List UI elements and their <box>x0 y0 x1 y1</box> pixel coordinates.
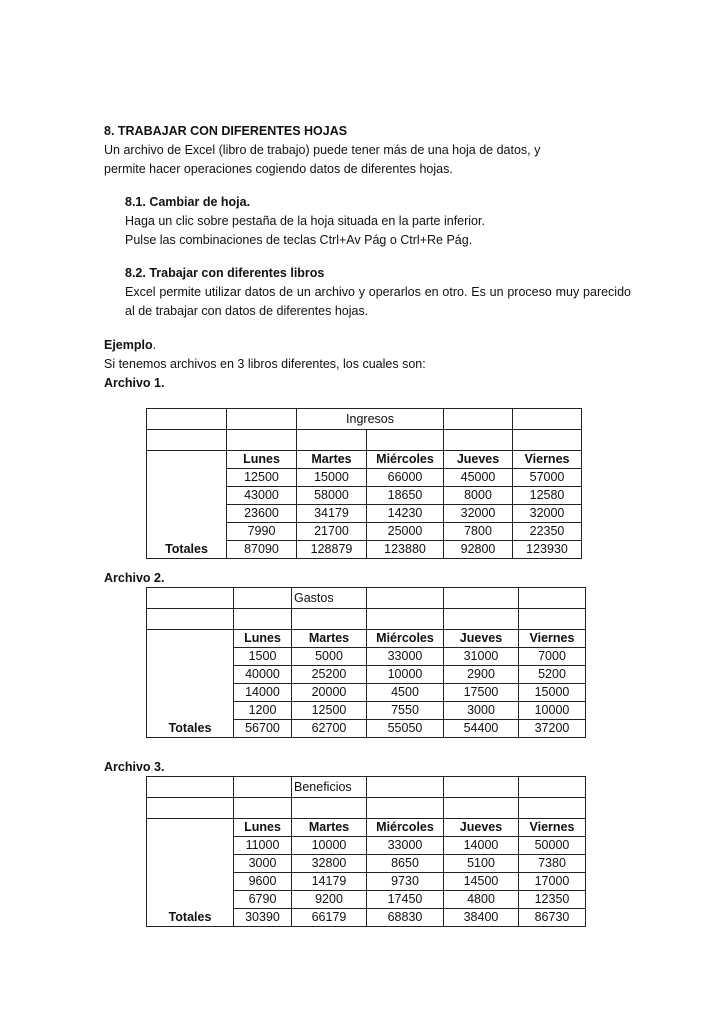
table-cell: 32800 <box>292 855 367 873</box>
table-cell: 3000 <box>444 702 519 720</box>
table-header-row <box>147 451 582 469</box>
total-cell: 123880 <box>367 541 444 559</box>
table-cell: 5100 <box>444 855 519 873</box>
table-cell: 4800 <box>444 891 519 909</box>
table-row <box>147 777 586 798</box>
table-row <box>147 409 582 430</box>
header-cell: Jueves <box>444 451 513 469</box>
table-ingresos <box>146 408 582 559</box>
total-cell: 86730 <box>519 909 586 927</box>
table-cell: 15000 <box>519 684 586 702</box>
table-cell: 5000 <box>292 648 367 666</box>
total-cell: 56700 <box>234 720 292 738</box>
table-cell: 1200 <box>234 702 292 720</box>
table-cell: 25200 <box>292 666 367 684</box>
table-cell: 6790 <box>234 891 292 909</box>
totals-row <box>147 720 586 738</box>
table-cell: 50000 <box>519 837 586 855</box>
header-cell: Miércoles <box>367 819 444 837</box>
table-cell: 15000 <box>297 469 367 487</box>
table-cell: 8650 <box>367 855 444 873</box>
total-cell: 30390 <box>234 909 292 927</box>
table-cell: 58000 <box>297 487 367 505</box>
table-beneficios <box>146 776 586 927</box>
table-cell: 10000 <box>292 837 367 855</box>
table-cell: 17500 <box>444 684 519 702</box>
table-row <box>147 798 586 819</box>
subsection-8-2-heading: 8.2. Trabajar con diferentes libros <box>125 266 325 280</box>
table-cell: 33000 <box>367 648 444 666</box>
table-cell: 7380 <box>519 855 586 873</box>
table-row <box>147 469 582 487</box>
table-cell: 14500 <box>444 873 519 891</box>
total-cell: 37200 <box>519 720 586 738</box>
total-cell: 87090 <box>227 541 297 559</box>
table-cell: 21700 <box>297 523 367 541</box>
section-intro-line-2: permite hacer operaciones cogiendo datos de diferentes hojas. <box>104 162 453 176</box>
header-cell: Viernes <box>519 819 586 837</box>
table-cell: 7990 <box>227 523 297 541</box>
table-row <box>147 609 586 630</box>
total-cell: 123930 <box>513 541 582 559</box>
table-cell: 32000 <box>513 505 582 523</box>
section-heading: 8. TRABAJAR CON DIFERENTES HOJAS <box>104 124 348 138</box>
header-cell: Martes <box>292 819 367 837</box>
table-cell: 12500 <box>292 702 367 720</box>
table-row <box>147 666 586 684</box>
table-cell: 45000 <box>444 469 513 487</box>
table-cell: 25000 <box>367 523 444 541</box>
header-cell: Martes <box>292 630 367 648</box>
table-cell: 17000 <box>519 873 586 891</box>
table-title: Gastos <box>292 588 367 609</box>
table-row <box>147 487 582 505</box>
section-8 <box>104 122 540 179</box>
totals-row <box>147 909 586 927</box>
table-row <box>147 648 586 666</box>
total-cell: 66179 <box>292 909 367 927</box>
table-cell: 5200 <box>519 666 586 684</box>
table-cell: 14000 <box>234 684 292 702</box>
table-row <box>147 855 586 873</box>
subsection-8-1-line-1: Haga un clic sobre pestaña de la hoja situada en la parte inferior. <box>125 214 485 228</box>
table-cell: 14000 <box>444 837 519 855</box>
table-row <box>147 430 582 451</box>
subsection-8-1-line-2: Pulse las combinaciones de teclas Ctrl+Av Pág o Ctrl+Re Pág. <box>125 233 473 247</box>
table-cell: 20000 <box>292 684 367 702</box>
table-cell: 9600 <box>234 873 292 891</box>
header-cell: Miércoles <box>367 630 444 648</box>
subsection-8-2-text: Excel permite utilizar datos de un archivo y operarlos en otro. Es un proceso muy parecido al de trabajar con datos de diferentes hojas. <box>125 285 631 318</box>
table-row <box>147 702 586 720</box>
file-1-label: Archivo 1. <box>104 376 165 390</box>
table-cell: 34179 <box>297 505 367 523</box>
total-cell: 62700 <box>292 720 367 738</box>
subsection-8-1 <box>125 193 631 250</box>
table-cell: 12500 <box>227 469 297 487</box>
file-3-label: Archivo 3. <box>104 760 165 774</box>
table-cell: 7800 <box>444 523 513 541</box>
subsection-8-2 <box>125 264 631 321</box>
example-intro: Si tenemos archivos en 3 libros diferentes, los cuales son: <box>104 357 426 371</box>
table-cell: 66000 <box>367 469 444 487</box>
table-cell: 33000 <box>367 837 444 855</box>
table-cell: 17450 <box>367 891 444 909</box>
example-label: Ejemplo <box>104 338 153 352</box>
table-header-row <box>147 819 586 837</box>
total-cell: 55050 <box>367 720 444 738</box>
table-cell: 14179 <box>292 873 367 891</box>
table-row <box>147 891 586 909</box>
table-cell: 8000 <box>444 487 513 505</box>
section-intro-line-1: Un archivo de Excel (libro de trabajo) puede tener más de una hoja de datos, y <box>104 143 541 157</box>
table-row <box>147 873 586 891</box>
table-cell: 18650 <box>367 487 444 505</box>
example-period: . <box>152 338 157 352</box>
header-cell: Jueves <box>444 630 519 648</box>
table-cell: 7000 <box>519 648 586 666</box>
total-cell: 54400 <box>444 720 519 738</box>
table-cell: 1500 <box>234 648 292 666</box>
table-title: Ingresos <box>297 409 444 430</box>
table-row <box>147 588 586 609</box>
table-cell: 9200 <box>292 891 367 909</box>
total-cell: 92800 <box>444 541 513 559</box>
table-cell: 9730 <box>367 873 444 891</box>
table-cell: 3000 <box>234 855 292 873</box>
header-cell: Miércoles <box>367 451 444 469</box>
table-cell: 23600 <box>227 505 297 523</box>
table-cell: 12350 <box>519 891 586 909</box>
subsection-8-1-heading: 8.1. Cambiar de hoja. <box>125 195 251 209</box>
file-2-label: Archivo 2. <box>104 571 165 585</box>
table-cell: 32000 <box>444 505 513 523</box>
total-cell: 68830 <box>367 909 444 927</box>
table-header-row <box>147 630 586 648</box>
table-cell: 57000 <box>513 469 582 487</box>
table-row <box>147 837 586 855</box>
example-block <box>104 336 426 393</box>
total-cell: 128879 <box>297 541 367 559</box>
table-cell: 40000 <box>234 666 292 684</box>
header-cell: Lunes <box>234 819 292 837</box>
table-cell: 14230 <box>367 505 444 523</box>
table-title: Beneficios <box>292 777 367 798</box>
header-cell: Lunes <box>234 630 292 648</box>
header-cell: Lunes <box>227 451 297 469</box>
header-cell: Viernes <box>519 630 586 648</box>
table-cell: 22350 <box>513 523 582 541</box>
table-cell: 10000 <box>519 702 586 720</box>
header-cell: Martes <box>297 451 367 469</box>
totals-label: Totales <box>147 541 227 559</box>
table-cell: 7550 <box>367 702 444 720</box>
table-cell: 31000 <box>444 648 519 666</box>
table-cell: 12580 <box>513 487 582 505</box>
table-row <box>147 505 582 523</box>
table-row <box>147 684 586 702</box>
header-cell: Jueves <box>444 819 519 837</box>
table-row <box>147 523 582 541</box>
totals-label: Totales <box>147 909 234 927</box>
table-cell: 11000 <box>234 837 292 855</box>
table-cell: 43000 <box>227 487 297 505</box>
totals-row <box>147 541 582 559</box>
table-cell: 10000 <box>367 666 444 684</box>
table-gastos <box>146 587 586 738</box>
header-cell: Viernes <box>513 451 582 469</box>
totals-label: Totales <box>147 720 234 738</box>
table-cell: 2900 <box>444 666 519 684</box>
total-cell: 38400 <box>444 909 519 927</box>
table-cell: 4500 <box>367 684 444 702</box>
